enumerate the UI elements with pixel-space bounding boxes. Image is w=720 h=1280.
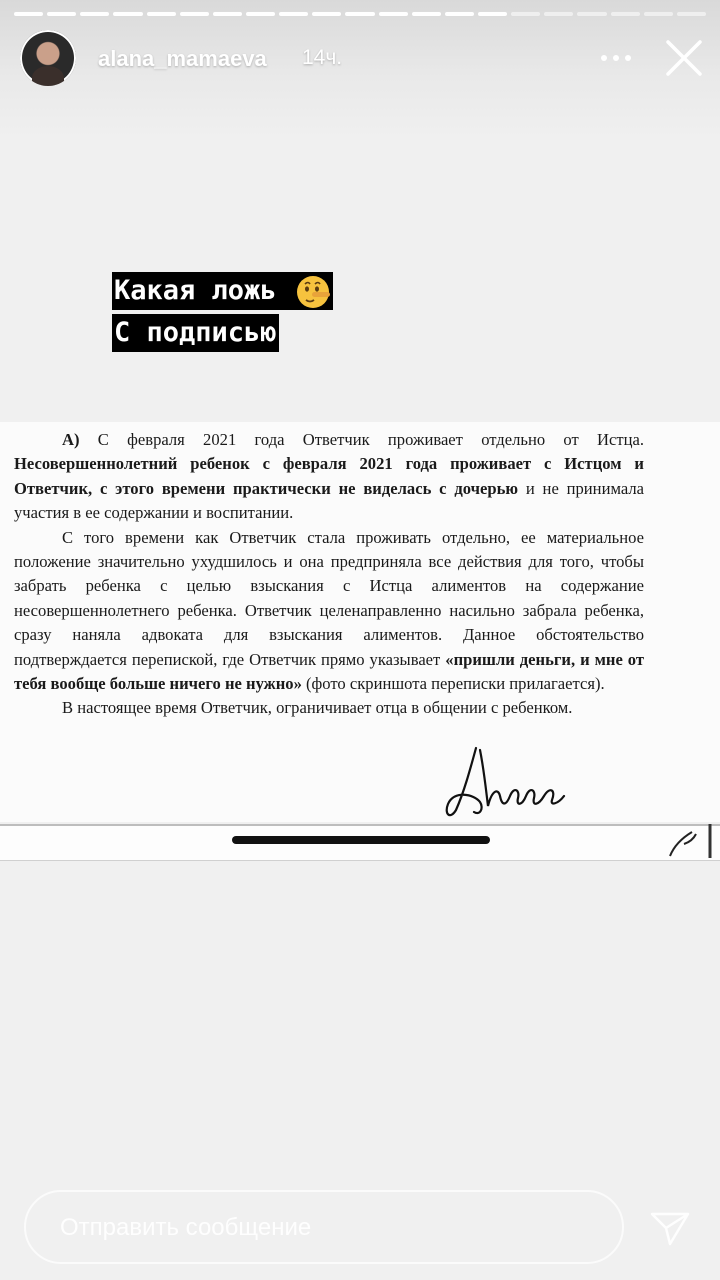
doc-p2-pre: С того времени как Ответчик стала проживать отдельно, ее материальное положение значительно ухудшилось и она предприняла все действия для того, чтобы забрать ребенка с целью взыскания с Истца алиментов на содержание несовершеннолетнего ребенка. Ответчик целенаправленно насильно забрала ребенка, сразу наняла адвоката для взыскания алиментов. Данное обстоятельство подтверждается перепиской, где Ответчик прямо указывает — [14, 527, 644, 669]
story-caption — [112, 272, 333, 356]
doc-p3: В настоящее время Ответчик, ограничивает отца в общении с ребенком. — [62, 698, 573, 718]
progress-segment — [279, 12, 308, 16]
progress-segment — [445, 12, 474, 16]
progress-segment — [544, 12, 573, 16]
progress-segment — [147, 12, 176, 16]
doc-p1-rest: С февраля 2021 года Ответчик проживает отдельно от Истца. — [97, 430, 644, 449]
doc-p1-tail: и не принимала участия в ее содержании и воспитании. — [14, 478, 644, 523]
progress-segment — [246, 12, 275, 16]
avatar[interactable] — [20, 30, 76, 86]
reply-placeholder: Отправить сообщение — [60, 1214, 312, 1241]
document-photo — [0, 422, 720, 822]
progress-segment — [379, 12, 408, 16]
doc-p2-post: (фото скриншота переписки прилагается). — [306, 674, 605, 694]
progress-segment — [213, 12, 242, 16]
progress-segment — [677, 12, 706, 16]
doc-paragraph-2 — [14, 526, 644, 697]
progress-segment — [180, 12, 209, 16]
more-icon[interactable] — [596, 42, 636, 74]
progress-segment — [511, 12, 540, 16]
progress-segment — [611, 12, 640, 16]
progress-segment — [577, 12, 606, 16]
document-text — [14, 428, 644, 721]
close-icon[interactable] — [662, 36, 706, 80]
caption-line-1 — [112, 272, 333, 310]
lying-face-emoji-icon — [295, 274, 331, 310]
reply-input[interactable] — [24, 1190, 624, 1264]
progress-segment — [345, 12, 374, 16]
story-header — [0, 28, 720, 92]
progress-segment — [80, 12, 109, 16]
doc-p1-lead: А) — [62, 430, 80, 449]
caption-line-1-text: Какая ложь — [114, 275, 277, 306]
home-indicator — [232, 836, 490, 844]
signature — [440, 740, 600, 820]
progress-segment — [644, 12, 673, 16]
doc-p1-bold: Несовершеннолетний ребенок с февраля 2021 года проживает с Истцом и Ответчик, с этого времени практически не виделась с дочерью — [14, 454, 644, 498]
send-icon[interactable] — [648, 1206, 692, 1250]
username[interactable]: alana_mamaeva — [98, 46, 267, 71]
progress-segment — [478, 12, 507, 16]
progress-segment — [113, 12, 142, 16]
progress-segment — [14, 12, 43, 16]
progress-segment — [312, 12, 341, 16]
caption-line-2: С подписью — [112, 314, 279, 352]
signature-fragment — [662, 824, 712, 858]
doc-p2-quote: «пришли деньги, и мне от тебя вообще больше ничего не нужно» — [14, 649, 645, 694]
post-time: 14ч. — [302, 46, 343, 69]
doc-paragraph-3 — [14, 696, 644, 720]
story-progress-bar — [14, 12, 706, 16]
progress-segment — [47, 12, 76, 16]
progress-segment — [412, 12, 441, 16]
doc-paragraph-1 — [14, 428, 644, 526]
